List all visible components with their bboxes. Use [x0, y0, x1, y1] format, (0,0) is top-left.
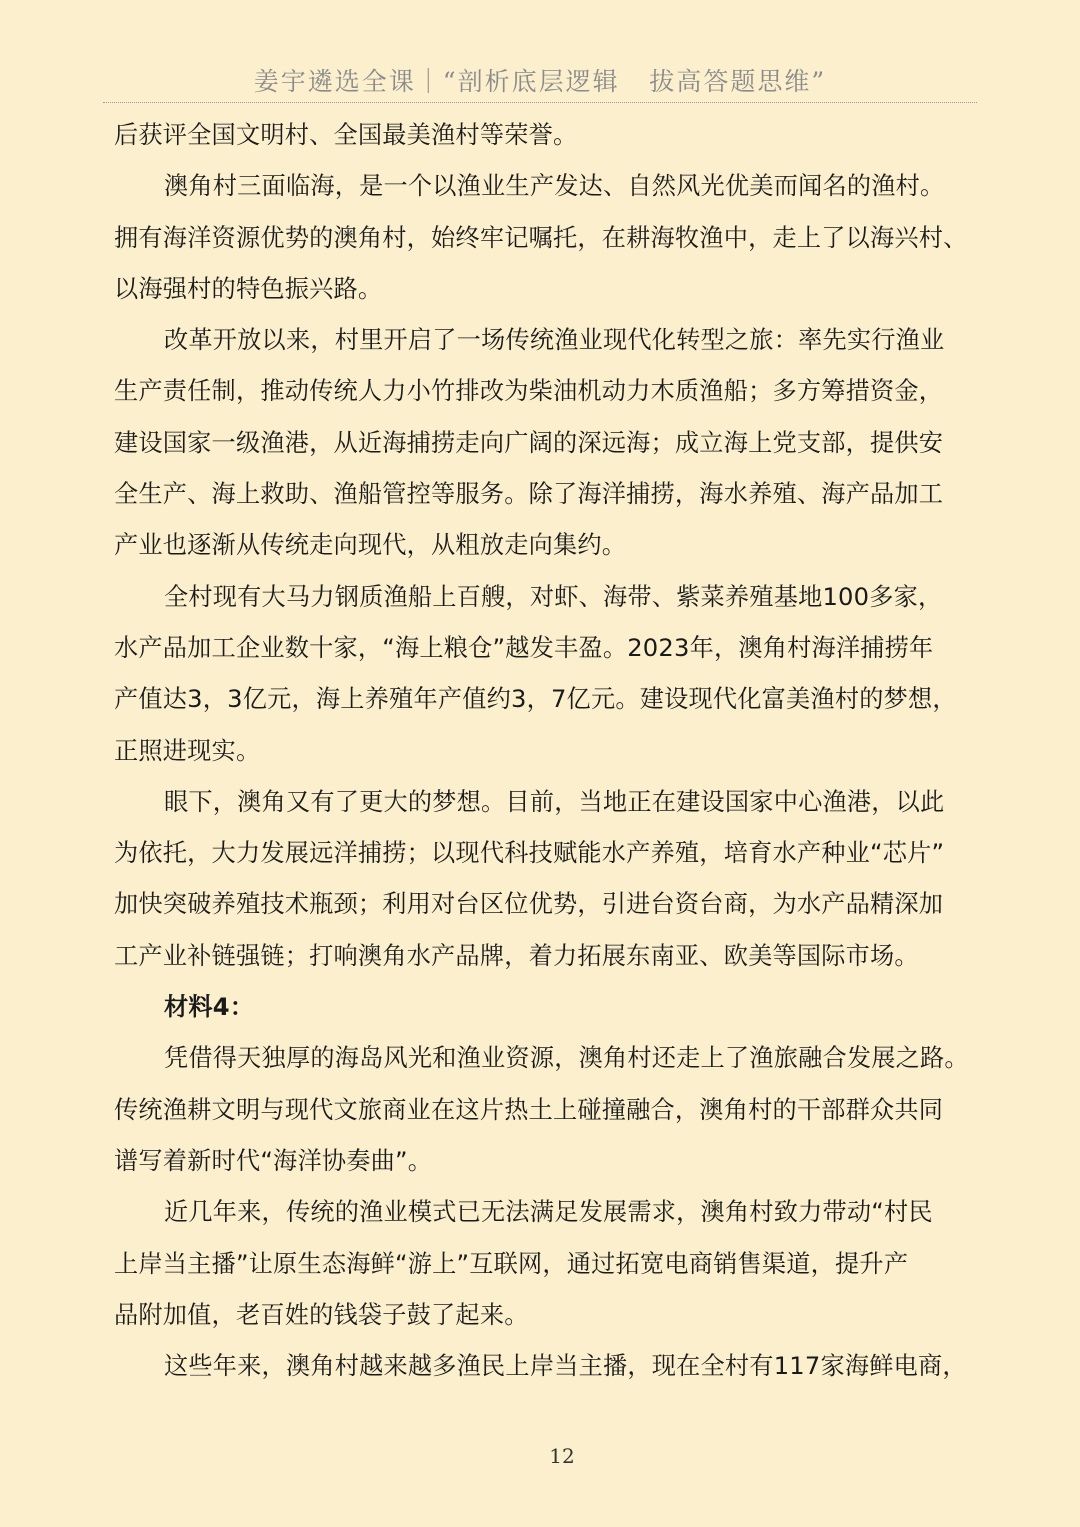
- text-line: 工产业补链强链；打响澳角水产品牌，着力拓展东南亚、欧美等国际市场。: [114, 941, 919, 970]
- text-line: 全生产、海上救助、渔船管控等服务。除了海洋捕捞，海水养殖、海产品加工: [114, 480, 944, 509]
- header-divider: [103, 102, 977, 103]
- text-line: 建设国家一级渔港，从近海捕捞走向广阔的深远海；成立海上党支部，提供安: [114, 428, 944, 457]
- text-line: 水产品加工企业数十家，“海上粮仓”越发丰盈。2023年，澳角村海洋捕捞年: [114, 633, 934, 662]
- text-line: 这些年来，澳角村越来越多渔民上岸当主播，现在全村有117家海鲜电商，: [164, 1352, 967, 1381]
- text-line: 全村现有大马力钢质渔船上百艘，对虾、海带、紫菜养殖基地100多家，: [164, 582, 943, 611]
- text-line: 产业也逐渐从传统走向现代，从粗放走向集约。: [114, 531, 627, 560]
- text-line: 以海强村的特色振兴路。: [114, 274, 383, 303]
- text-line: 正照进现实。: [114, 736, 261, 765]
- text-line: 凭借得天独厚的海岛风光和渔业资源，澳角村还走上了渔旅融合发展之路。: [164, 1044, 969, 1073]
- section-label: 材料4：: [164, 993, 255, 1022]
- text-line: 加快突破养殖技术瓶颈；利用对台区位优势，引进台资台商，为水产品精深加: [114, 890, 944, 919]
- text-line: 品附加值，老百姓的钱袋子鼓了起来。: [114, 1300, 529, 1329]
- text-line: 生产责任制，推动传统人力小竹排改为柴油机动力木质渔船；多方筹措资金，: [114, 377, 944, 406]
- text-line: 为依托，大力发展远洋捕捞；以现代科技赋能水产养殖，培育水产种业“芯片”: [114, 839, 945, 868]
- page-number: 12: [549, 1444, 575, 1468]
- text-line: 产值达3，3亿元，海上养殖年产值约3，7亿元。建设现代化富美渔村的梦想，: [114, 685, 957, 714]
- text-line: 传统渔耕文明与现代文旅商业在这片热土上碰撞融合，澳角村的干部群众共同: [114, 1095, 944, 1124]
- text-line: 近几年来，传统的渔业模式已无法满足发展需求，澳角村致力带动“村民: [164, 1198, 933, 1227]
- text-line: 澳角村三面临海，是一个以渔业生产发达、自然风光优美而闻名的渔村。: [164, 172, 945, 201]
- text-line: 上岸当主播”让原生态海鲜“游上”互联网，通过拓宽电商销售渠道，提升产: [114, 1249, 909, 1278]
- page-header: 姜宇遴选全课｜“剖析底层逻辑 拔高答题思维”: [253, 67, 827, 96]
- text-line: 改革开放以来，村里开启了一场传统渔业现代化转型之旅：率先实行渔业: [164, 326, 945, 355]
- page-body: [114, 110, 984, 1392]
- text-line: 拥有海洋资源优势的澳角村，始终牢记嘱托，在耕海牧渔中，走上了以海兴村、: [114, 223, 968, 252]
- text-line: 眼下，澳角又有了更大的梦想。目前，当地正在建设国家中心渔港，以此: [164, 787, 945, 816]
- text-line: 后获评全国文明村、全国最美渔村等荣誉。: [114, 121, 578, 149]
- text-line: 谱写着新时代“海洋协奏曲”。: [114, 1146, 433, 1175]
